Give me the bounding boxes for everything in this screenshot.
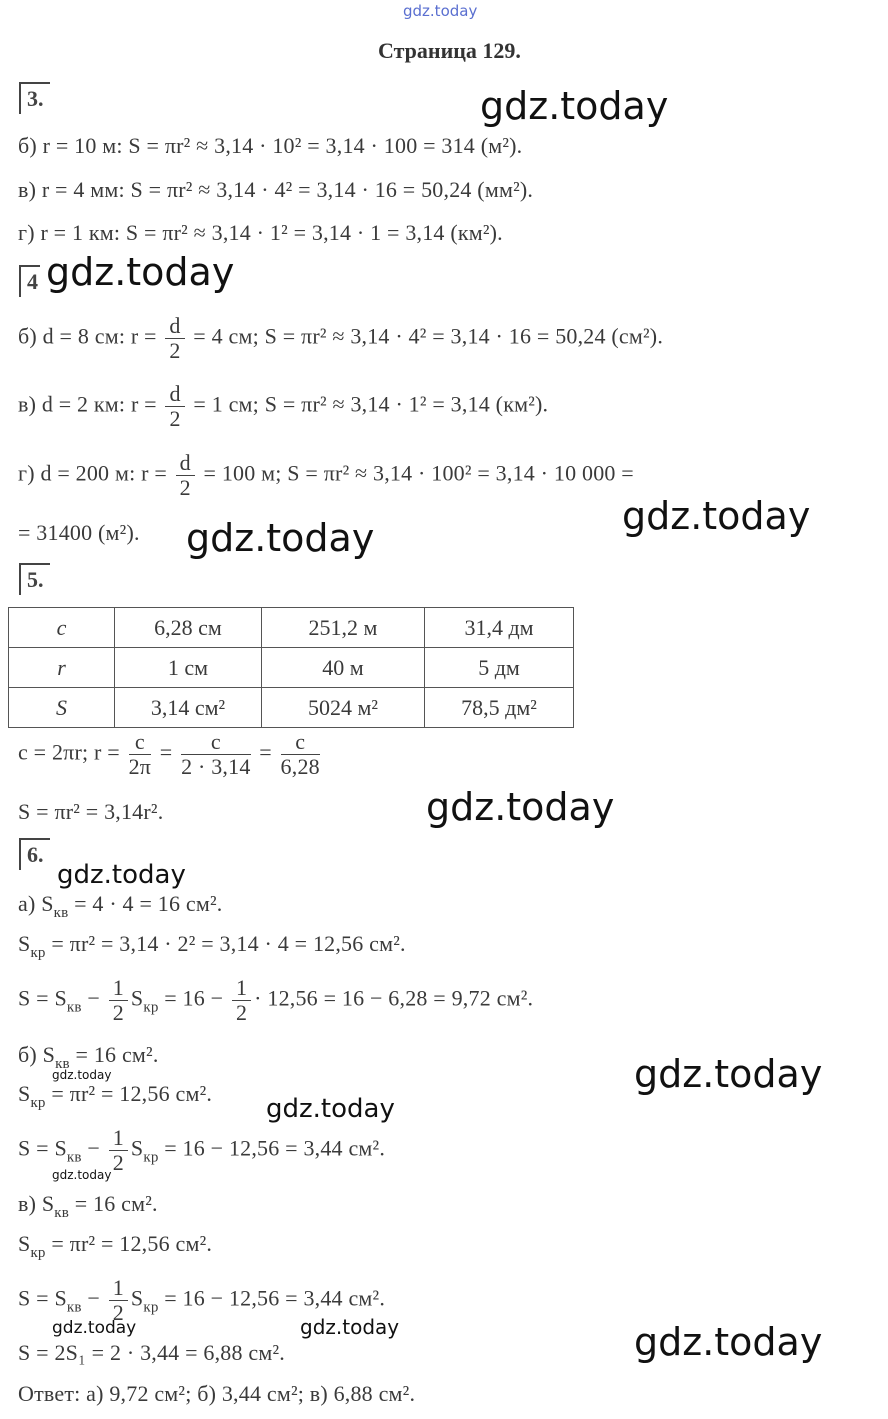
table-cell: c [9, 608, 115, 648]
s6-line-b2: $S_{кр} = \pi r^2 = 12,56$ см². [18, 1081, 213, 1111]
table-cell: 1 см [115, 648, 262, 688]
s6-line-a3: $S = S_{кв}$ − $\frac{1}{2}$ $S_{кр} = 16$ − $\frac{1}{2}$ · 12,56 = 16 − 6,28 = 9,72 см². [18, 975, 534, 1025]
s5-formula-r: c = 2πr; r = $\frac{c}{2\pi}$ = $\frac{c}{2 \cdot 3,14}$ = $\frac{c}{6,28}$ [18, 729, 320, 779]
s4-line-b: б) d = 8 см: r = $\frac{d}{2}$ = 4 см; S = πr² ≈ 3,14 · 4² = 3,14 · 16 = 50,24 (см²). [18, 313, 664, 363]
s6-line-a2: $S_{кр} = \pi r^2 = 3,14 \cdot 2^2 = 3,14 \cdot 4 = 12,56$ см². [18, 931, 406, 961]
s3-line-v: в) r = 4 мм: S = πr² ≈ 3,14 · 4² = 3,14 · 16 = 50,24 (мм²). [18, 177, 534, 202]
watermark: gdz.today [634, 1052, 823, 1096]
section-5-label: 5. [19, 563, 50, 595]
s3-line-g: г) r = 1 км: S = πr² ≈ 3,14 · 1² = 3,14 · 1 = 3,14 (км²). [18, 220, 503, 245]
watermark: gdz.today [57, 860, 186, 890]
table-cell: 78,5 дм² [425, 688, 574, 728]
table-cell: 5024 м² [262, 688, 425, 728]
watermark: gdz.today [186, 516, 375, 560]
watermark-small: gdz.today [52, 1168, 112, 1182]
s6-line-v3: $S = S_{кв}$ − $\frac{1}{2}$ $S_{кр} = 16 - 12,56 = 3,44$ см². [18, 1275, 386, 1325]
answer-line: Ответ: а) 9,72 см²; б) 3,44 см²; в) 6,88 см². [18, 1381, 416, 1406]
s6-line-b3: $S = S_{кв}$ − $\frac{1}{2}$ $S_{кр} = 16 - 12,56 = 3,44$ см². [18, 1125, 386, 1175]
watermark: gdz.today [46, 250, 235, 294]
table-cell: 31,4 дм [425, 608, 574, 648]
table-cell: 5 дм [425, 648, 574, 688]
table-cell: 3,14 см² [115, 688, 262, 728]
table-row [9, 648, 574, 688]
s6-line-v1: в) $S_{кв} = 16$ см². [18, 1191, 158, 1221]
watermark: gdz.today [480, 84, 669, 128]
watermark-small: gdz.today [52, 1068, 112, 1082]
s6-line-a1: а) $S_{кв} = 4 \cdot 4 = 16$ см². [18, 891, 223, 921]
watermark: gdz.today [622, 494, 811, 538]
s6-line-v2: $S_{кр} = \pi r^2 = 12,56$ см². [18, 1231, 213, 1261]
section-4-label: 4 [19, 265, 40, 297]
table-cell: S [9, 688, 115, 728]
table-row [9, 688, 574, 728]
s4-line-g: г) d = 200 м: r = $\frac{d}{2}$ = 100 м; S = πr² ≈ 3,14 · 100² = 3,14 · 10 000 = [18, 450, 634, 500]
watermark: gdz.today [426, 785, 615, 829]
watermark: gdz.today [300, 1315, 400, 1339]
s3-line-b: б) r = 10 м: S = πr² ≈ 3,14 · 10² = 3,14 · 100 = 314 (м²). [18, 133, 523, 158]
table-row [9, 608, 574, 648]
page-title: Страница 129. [378, 38, 521, 63]
section-3-label: 3. [19, 82, 50, 114]
data-table [8, 607, 574, 728]
table-cell: 6,28 см [115, 608, 262, 648]
table-cell: 40 м [262, 648, 425, 688]
watermark: gdz.today [266, 1094, 395, 1124]
table-cell: 251,2 м [262, 608, 425, 648]
watermark: gdz.today [634, 1320, 823, 1364]
s5-formula-s: S = πr² = 3,14r². [18, 799, 164, 824]
s4-line-g-cont: = 31400 (м²). [18, 520, 140, 545]
table-cell: r [9, 648, 115, 688]
s6-line-v4: S = 2S₁ = 2 · 3,44 = 6,88 см². [18, 1340, 285, 1365]
s4-line-v: в) d = 2 км: r = $\frac{d}{2}$ = 1 см; S = πr² ≈ 3,14 · 1² = 3,14 (км²). [18, 381, 549, 431]
watermark-top: gdz.today [403, 2, 478, 20]
s6-line-b1: б) $S_{кв} = 16$ см². [18, 1042, 159, 1072]
section-6-label: 6. [19, 838, 50, 870]
watermark: gdz.today [52, 1318, 137, 1338]
